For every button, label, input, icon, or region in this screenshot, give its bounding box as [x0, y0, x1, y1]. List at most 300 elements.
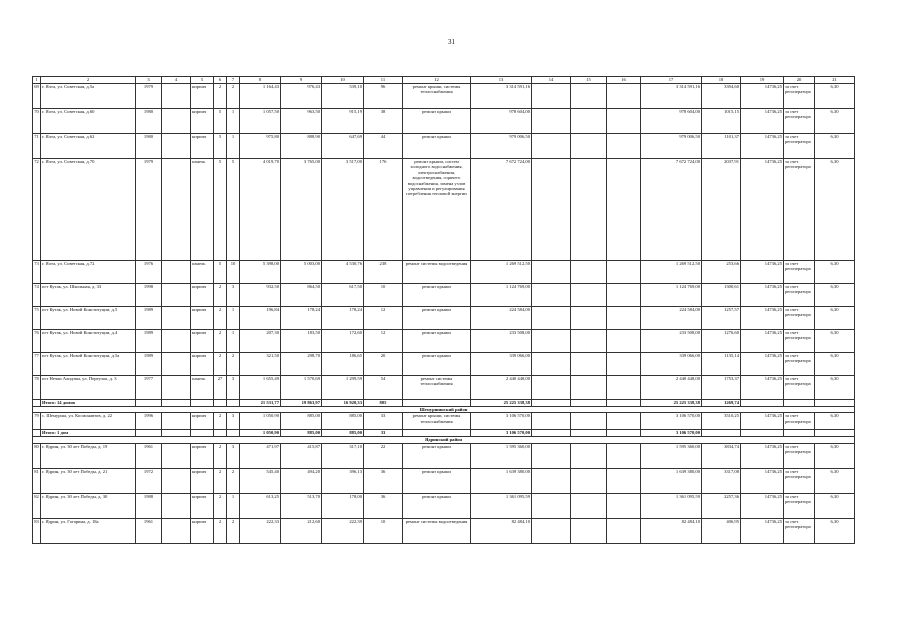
table-cell [162, 307, 191, 330]
table-cell: 96 [364, 84, 403, 109]
table-cell: 2 [227, 518, 240, 543]
table-cell: 2 [227, 84, 240, 109]
table-cell: 6,30 [815, 443, 855, 468]
table-cell: 1961 [136, 443, 162, 468]
table-cell: 494,20 [281, 468, 322, 493]
table-cell [532, 443, 571, 468]
table-cell [532, 307, 571, 330]
table-cell: 79 [33, 413, 41, 430]
table-cell [702, 430, 741, 437]
table-cell: 1135,14 [702, 353, 741, 376]
table-cell: 81 [33, 468, 41, 493]
table-cell: 339 066,00 [471, 353, 532, 376]
table-cell: Итого: 1 дом [41, 430, 136, 437]
table-cell: ремонт крыши, систем холодного водоснабжения, электроснабжения, водоотведения, горячего водоснабжения, замена узлов управления и регулирования потребления тепловой энергии [403, 159, 471, 261]
table-cell: 69 [33, 84, 41, 109]
table-cell: 979 006,50 [641, 134, 702, 159]
house-row [33, 376, 855, 400]
table-cell [571, 84, 607, 109]
table-cell [607, 134, 641, 159]
table-cell: 4 019,70 [240, 159, 281, 261]
table-cell: 1976 [136, 261, 162, 284]
table-cell: г. Ядрин, ул. 30 лет Победы, д. 21 [41, 468, 136, 493]
table-cell: г. Ялта, ул. Советская, д.62 [41, 134, 136, 159]
house-row [33, 284, 855, 307]
table-cell: 14736,25 [741, 134, 784, 159]
house-row [33, 261, 855, 284]
table-cell: 1979 [136, 84, 162, 109]
table-cell: 2257,36 [702, 493, 741, 518]
table-cell: 2 [227, 468, 240, 493]
table-cell [607, 284, 641, 307]
table-cell: 1300,61 [702, 284, 741, 307]
house-row [33, 159, 855, 261]
table-cell: 253,66 [702, 261, 741, 284]
table-cell: за счет регоператора [784, 353, 815, 376]
table-cell: 1269,74 [702, 400, 741, 407]
table-cell: 321,50 [240, 353, 281, 376]
house-row [33, 443, 855, 468]
table-cell: 1 [227, 109, 240, 134]
table-cell: 471,97 [240, 443, 281, 468]
table-cell [571, 376, 607, 400]
table-cell: 207,30 [240, 330, 281, 353]
table-cell: 1972 [136, 468, 162, 493]
column-number-cell: 17 [641, 77, 702, 84]
table-cell: 238 [364, 261, 403, 284]
column-number-cell: 3 [136, 77, 162, 84]
table-cell: 1 595 360,00 [641, 443, 702, 468]
table-cell: 83 [33, 518, 41, 543]
column-number-cell: 1 [33, 77, 41, 84]
table-cell: 1996 [136, 413, 162, 430]
table-cell [607, 307, 641, 330]
table-cell [571, 493, 607, 518]
table-cell: за счет регоператора [784, 261, 815, 284]
table-cell: 1 269 512,50 [471, 261, 532, 284]
table-cell: 2037,91 [702, 159, 741, 261]
table-cell [532, 400, 571, 407]
table-cell: пгт Кутак, ул. Новой Конституции, д.4 [41, 330, 136, 353]
table-cell [532, 430, 571, 437]
table-cell: 2 [214, 353, 227, 376]
table-cell: 222,39 [322, 518, 364, 543]
table-cell: 14736,25 [741, 376, 784, 400]
column-number-cell: 6 [214, 77, 227, 84]
table-cell: за счет регоператора [784, 413, 815, 430]
table-cell: 5 003,00 [281, 261, 322, 284]
table-cell: 2 [214, 518, 227, 543]
table-cell [227, 400, 240, 407]
table-cell: 233 508,00 [641, 330, 702, 353]
column-number-cell: 13 [471, 77, 532, 84]
table-cell [571, 134, 607, 159]
table-cell [33, 400, 41, 407]
district-name: Ядринский район [33, 437, 855, 443]
table-cell: 25 225 338,38 [641, 400, 702, 407]
table-cell: кирпич [191, 284, 214, 307]
table-cell: 72 [33, 159, 41, 261]
table-cell [162, 84, 191, 109]
table-cell: 1 570,69 [281, 376, 322, 400]
table-cell [33, 430, 41, 437]
table-cell: 212,60 [281, 518, 322, 543]
table-cell: 2 [214, 493, 227, 518]
table-cell [162, 468, 191, 493]
table-cell: 224 584,00 [641, 307, 702, 330]
table-cell [741, 430, 784, 437]
table-cell: 1753,37 [702, 376, 741, 400]
table-cell: 178,00 [322, 493, 364, 518]
table-cell: 1980 [136, 134, 162, 159]
table-cell: 14736,25 [741, 413, 784, 430]
table-cell: 74 [33, 284, 41, 307]
table-cell: 14736,25 [741, 493, 784, 518]
table-cell: 5 [214, 261, 227, 284]
column-number-cell: 16 [607, 77, 641, 84]
table-cell: г. Ядрин, ул. 30 лет Победы, д. 30 [41, 493, 136, 518]
house-row [33, 109, 855, 134]
table-cell: 3 [227, 284, 240, 307]
table-cell [741, 400, 784, 407]
table-cell [532, 413, 571, 430]
table-cell: 25 225 338,38 [471, 400, 532, 407]
table-cell: 3 314 591,16 [641, 84, 702, 109]
table-cell: 2 [214, 468, 227, 493]
table-cell: 339 066,00 [641, 353, 702, 376]
table-cell: ремонт системы водоотведения [403, 261, 471, 284]
table-cell: 77 [33, 353, 41, 376]
table-cell: за счет регоператора [784, 443, 815, 468]
table-cell: 3317,08 [702, 468, 741, 493]
table-cell [136, 430, 162, 437]
table-cell [571, 330, 607, 353]
table-cell: 885,00 [281, 430, 322, 437]
table-cell [571, 413, 607, 430]
table-cell: 2 440 448,00 [471, 376, 532, 400]
table-cell: за счет регоператора [784, 468, 815, 493]
table-cell: 647,69 [322, 134, 364, 159]
table-cell: 979 006,50 [471, 134, 532, 159]
table-cell [607, 109, 641, 134]
table-cell: 14736,25 [741, 518, 784, 543]
table-cell [532, 109, 571, 134]
table-cell: 1 124 769,00 [471, 284, 532, 307]
table-cell: 7 672 724,00 [471, 159, 532, 261]
table-cell [607, 430, 641, 437]
table-cell: 3 [227, 413, 240, 430]
column-number-cell: 18 [702, 77, 741, 84]
table-cell: 14736,25 [741, 307, 784, 330]
column-number-cell: 19 [741, 77, 784, 84]
table-cell: 14736,25 [741, 284, 784, 307]
table-cell: 44 [364, 134, 403, 159]
table-cell [403, 400, 471, 407]
table-cell: 978 604,00 [471, 109, 532, 134]
table-cell: за счет регоператора [784, 518, 815, 543]
table-cell: 864,50 [281, 284, 322, 307]
table-cell: кирпич [191, 134, 214, 159]
table-cell: 1 057,50 [240, 109, 281, 134]
table-cell: 6,30 [815, 284, 855, 307]
table-cell [162, 159, 191, 261]
table-cell [532, 353, 571, 376]
table-cell: 2 [214, 330, 227, 353]
table-cell [162, 430, 191, 437]
table-cell [607, 468, 641, 493]
table-cell [571, 159, 607, 261]
table-cell [532, 330, 571, 353]
table-cell [162, 518, 191, 543]
table-cell: 1 361 095,59 [641, 493, 702, 518]
table-cell: панель [191, 261, 214, 284]
column-number-cell: 7 [227, 77, 240, 84]
table-cell: 14736,25 [741, 353, 784, 376]
table-cell: 73 [33, 261, 41, 284]
table-cell [571, 443, 607, 468]
table-cell: 1 655,49 [240, 376, 281, 400]
table-cell: 1989 [136, 330, 162, 353]
table-cell: пгт Кутак, ул. Школьная, д. 33 [41, 284, 136, 307]
table-cell: 6,30 [815, 376, 855, 400]
table-cell [162, 330, 191, 353]
table-cell: 3 106 570,00 [641, 430, 702, 437]
table-cell: 885,00 [322, 430, 364, 437]
table-cell: 22 [364, 443, 403, 468]
table-cell: 617,50 [322, 284, 364, 307]
table-cell: 3 [227, 443, 240, 468]
table-cell: 2 [214, 284, 227, 307]
table-cell [227, 430, 240, 437]
table-cell: 298,70 [281, 353, 322, 376]
table-cell [214, 400, 227, 407]
table-cell: панель [191, 159, 214, 261]
table-cell: 1 639 380,00 [641, 468, 702, 493]
table-cell: г. Ядрин, ул. Гагарина, д. 18а [41, 518, 136, 543]
table-cell [532, 134, 571, 159]
table-cell [607, 413, 641, 430]
table-cell: 36 [364, 468, 403, 493]
column-number-cell: 8 [240, 77, 281, 84]
table-cell: за счет регоператора [784, 330, 815, 353]
table-cell: ремонт крыши [403, 284, 471, 307]
house-row [33, 84, 855, 109]
table-cell: 183,50 [281, 330, 322, 353]
table-cell: 1 269 512,50 [641, 261, 702, 284]
table-cell: за счет регоператора [784, 159, 815, 261]
table-cell: 2 [214, 413, 227, 430]
table-cell: 1 [227, 134, 240, 159]
district-name: Шемуршинский район [33, 407, 855, 413]
table-cell: ремонт крыши [403, 134, 471, 159]
table-cell: кирпич [191, 443, 214, 468]
table-cell [571, 468, 607, 493]
column-number-cell: 10 [322, 77, 364, 84]
table-cell: 20 [364, 353, 403, 376]
table-cell: ремонт системы теплоснабжения [403, 376, 471, 400]
table-cell: пгт Кутак, ул. Новой Конституции, д.5 [41, 307, 136, 330]
table-cell: 14736,25 [741, 468, 784, 493]
table-cell: 5 398,00 [240, 261, 281, 284]
table-cell [784, 400, 815, 407]
table-cell: 224 584,00 [471, 307, 532, 330]
table-cell [162, 353, 191, 376]
table-cell [214, 430, 227, 437]
table-cell [162, 109, 191, 134]
table-cell: 82 484,10 [471, 518, 532, 543]
table-cell: 1 361 095,59 [471, 493, 532, 518]
table-cell: 1989 [136, 307, 162, 330]
table-cell: кирпич [191, 493, 214, 518]
table-cell: ремонт крыши [403, 307, 471, 330]
table-cell: кирпич [191, 330, 214, 353]
table-cell: 932,50 [240, 284, 281, 307]
table-cell: 172,60 [322, 330, 364, 353]
table-cell: 5 [214, 134, 227, 159]
table-cell: 178,24 [322, 307, 364, 330]
table-cell: 1 124 769,00 [641, 284, 702, 307]
table-cell: 1 050,90 [240, 413, 281, 430]
table-cell: 6,30 [815, 261, 855, 284]
table-cell: 978 604,00 [641, 109, 702, 134]
table-cell: 14736,25 [741, 330, 784, 353]
house-row [33, 330, 855, 353]
table-cell: панель [191, 376, 214, 400]
table-cell [403, 430, 471, 437]
table-cell: кирпич [191, 413, 214, 430]
table-cell: ремонт крыши [403, 353, 471, 376]
table-cell: 80 [33, 443, 41, 468]
table-cell [162, 376, 191, 400]
table-cell: 6,30 [815, 518, 855, 543]
table-cell: 415,87 [281, 443, 322, 468]
table-cell: 1 [227, 307, 240, 330]
table-cell: 1 164,43 [240, 84, 281, 109]
table-cell: 1 [227, 493, 240, 518]
table-cell: 1101,37 [702, 134, 741, 159]
column-number-cell: 11 [364, 77, 403, 84]
table-cell: 885,00 [281, 413, 322, 430]
table-cell: 4 530,76 [322, 261, 364, 284]
table-cell: 7 672 724,00 [641, 159, 702, 261]
column-number-cell: 12 [403, 77, 471, 84]
table-cell: г. Ялта, ул. Советская, д.60 [41, 109, 136, 134]
house-row [33, 413, 855, 430]
table-cell: 33 [364, 430, 403, 437]
table-cell: 71 [33, 134, 41, 159]
table-cell: 233 508,00 [471, 330, 532, 353]
table-cell [162, 134, 191, 159]
table-cell: ремонт крыши, системы теплоснабжения [403, 84, 471, 109]
table-cell: 3 314 591,16 [471, 84, 532, 109]
table-cell: 1015,15 [702, 109, 741, 134]
table-cell: 5 [227, 159, 240, 261]
table-cell: 6,30 [815, 493, 855, 518]
table-cell [607, 443, 641, 468]
table-cell: 2 [214, 443, 227, 468]
table-cell: 1989 [136, 353, 162, 376]
table-cell: 186,65 [322, 353, 364, 376]
table-cell: 176 [364, 159, 403, 261]
table-cell [162, 493, 191, 518]
table-cell: г. Ялта, ул. Советская, д.5а [41, 84, 136, 109]
table-cell: 975,80 [240, 134, 281, 159]
table-cell [571, 307, 607, 330]
house-row [33, 518, 855, 543]
table-cell: 1 639 380,00 [471, 468, 532, 493]
table-cell: ремонт крыши [403, 330, 471, 353]
table-cell [607, 84, 641, 109]
table-cell: 3 106 570,00 [641, 413, 702, 430]
table-cell: 1998 [136, 284, 162, 307]
table-cell: ремонт крыши [403, 468, 471, 493]
table-cell: 38 [364, 109, 403, 134]
table-cell: 6,30 [815, 468, 855, 493]
table-cell: 976,43 [281, 84, 322, 109]
column-number-cell: 21 [815, 77, 855, 84]
table-cell: 36 [364, 493, 403, 518]
table-cell: 317,10 [322, 443, 364, 468]
table-cell: 16 920,33 [322, 400, 364, 407]
table-cell: кирпич [191, 468, 214, 493]
table-cell: 1276,60 [702, 330, 741, 353]
table-cell: 545,40 [240, 468, 281, 493]
table-cell: 1980 [136, 109, 162, 134]
table-cell: 82 [33, 493, 41, 518]
column-number-cell: 14 [532, 77, 571, 84]
table-cell: г. Ядрин, ул. 30 лет Победы, д. 19 [41, 443, 136, 468]
table-cell: 222,33 [240, 518, 281, 543]
table-cell: кирпич [191, 84, 214, 109]
table-cell: 539,10 [322, 84, 364, 109]
table-cell: 70 [33, 109, 41, 134]
table-cell: 1961 [136, 518, 162, 543]
table-cell [191, 430, 214, 437]
table-cell [815, 430, 855, 437]
table-cell [532, 84, 571, 109]
table-cell: 513,70 [281, 493, 322, 518]
table-cell: г. Ялта, ул. Советская, д.72 [41, 261, 136, 284]
table-cell: 888,90 [281, 134, 322, 159]
table-cell: 396,13 [322, 468, 364, 493]
table-cell: 3 765,00 [281, 159, 322, 261]
table-cell: 1257,57 [702, 307, 741, 330]
table-cell: 14736,25 [741, 261, 784, 284]
table-cell: 1 299,59 [322, 376, 364, 400]
table-cell: 6,30 [815, 109, 855, 134]
table-cell: 12 [364, 307, 403, 330]
table-cell [532, 493, 571, 518]
house-row [33, 468, 855, 493]
column-number-cell: 4 [162, 77, 191, 84]
table-cell [162, 413, 191, 430]
column-number-row [33, 77, 855, 84]
table-cell: с. Шемурша, ул. Космонавтов, д. 22 [41, 413, 136, 430]
table-cell: 19 863,97 [281, 400, 322, 407]
table-cell: 915,19 [322, 109, 364, 134]
table-cell [815, 400, 855, 407]
table-cell [571, 400, 607, 407]
column-number-cell: 15 [571, 77, 607, 84]
table-cell: 3834,74 [702, 443, 741, 468]
column-number-cell: 20 [784, 77, 815, 84]
table-cell: кирпич [191, 307, 214, 330]
table-cell: за счет регоператора [784, 134, 815, 159]
table-cell: 10 [364, 284, 403, 307]
table-cell: 3510,25 [702, 413, 741, 430]
table-cell [571, 261, 607, 284]
table-cell [607, 330, 641, 353]
